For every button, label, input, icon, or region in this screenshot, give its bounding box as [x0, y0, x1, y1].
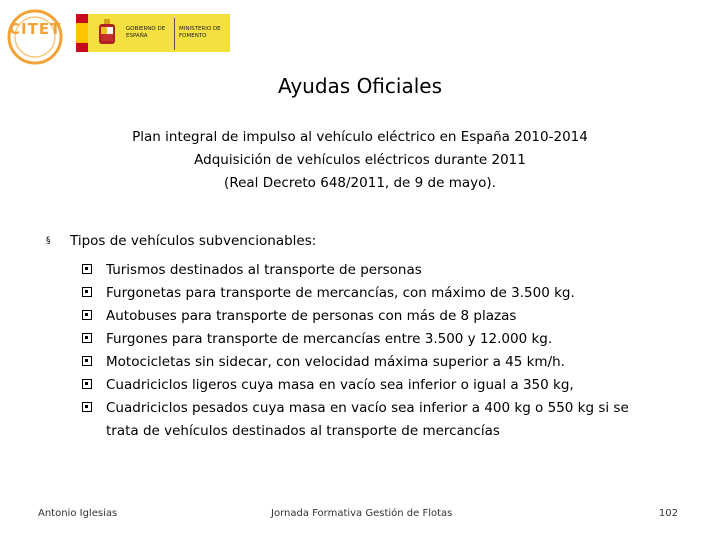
checkbox-bullet-icon — [82, 333, 92, 343]
government-logo-divider — [174, 18, 175, 50]
checkbox-bullet-icon — [82, 402, 92, 412]
list-item — [82, 351, 629, 374]
footer-author: Antonio Iglesias — [38, 508, 118, 519]
checkbox-bullet-icon — [82, 379, 92, 389]
list-item-text: Cuadriciclos ligeros cuya masa en vacío sea inferior o igual a 350 kg, — [106, 377, 574, 393]
bullet-marker-icon: § — [46, 236, 51, 246]
footer-event: Jornada Formativa Gestión de Flotas — [271, 508, 453, 519]
subtitle-line: Adquisición de vehículos eléctricos durante 2011 — [194, 152, 526, 168]
main-bullet — [46, 233, 316, 249]
list-item-text: Cuadriciclos pesados cuya masa en vacío sea inferior a 400 kg o 550 kg si se — [106, 400, 629, 416]
list-item — [82, 397, 629, 420]
gobierno-de-espana-label: GOBIERNO DE ESPAÑA — [126, 26, 166, 39]
checkbox-bullet-icon — [82, 356, 92, 366]
list-item — [82, 259, 629, 282]
page-title: Ayudas Oficiales — [278, 74, 442, 98]
subtitle-block — [0, 126, 720, 195]
list-item-text: Turismos destinados al transporte de personas — [106, 262, 422, 278]
checkbox-bullet-icon — [82, 264, 92, 274]
list-item-text: Furgones para transporte de mercancías entre 3.500 y 12.000 kg. — [106, 331, 553, 347]
list-item-continuation — [82, 420, 629, 443]
list-item — [82, 374, 629, 397]
subtitle-line: (Real Decreto 648/2011, de 9 de mayo). — [224, 175, 496, 191]
list-item-text: Furgonetas para transporte de mercancías, con máximo de 3.500 kg. — [106, 285, 575, 301]
spain-flag-icon — [76, 14, 88, 52]
bullet-text: Tipos de vehículos subvencionables: — [70, 233, 317, 249]
list-item-text: Motocicletas sin sidecar, con velocidad máxima superior a 45 km/h. — [106, 354, 565, 370]
subtitle-line: Plan integral de impulso al vehículo eléctrico en España 2010-2014 — [132, 129, 588, 145]
coat-of-arms-icon — [96, 18, 118, 48]
citet-logo-text: CITET — [9, 20, 62, 38]
vehicle-type-list — [82, 259, 629, 443]
footer-page-number: 102 — [658, 508, 678, 519]
list-item-text: trata de vehículos destinados al transporte de mercancías — [106, 423, 500, 439]
list-item — [82, 282, 629, 305]
list-item — [82, 328, 629, 351]
checkbox-bullet-icon — [82, 310, 92, 320]
list-item — [82, 305, 629, 328]
checkbox-bullet-icon — [82, 287, 92, 297]
ministerio-de-fomento-label: MINISTERIO DE FOMENTO — [179, 26, 221, 39]
list-item-text: Autobuses para transporte de personas con más de 8 plazas — [106, 308, 517, 324]
